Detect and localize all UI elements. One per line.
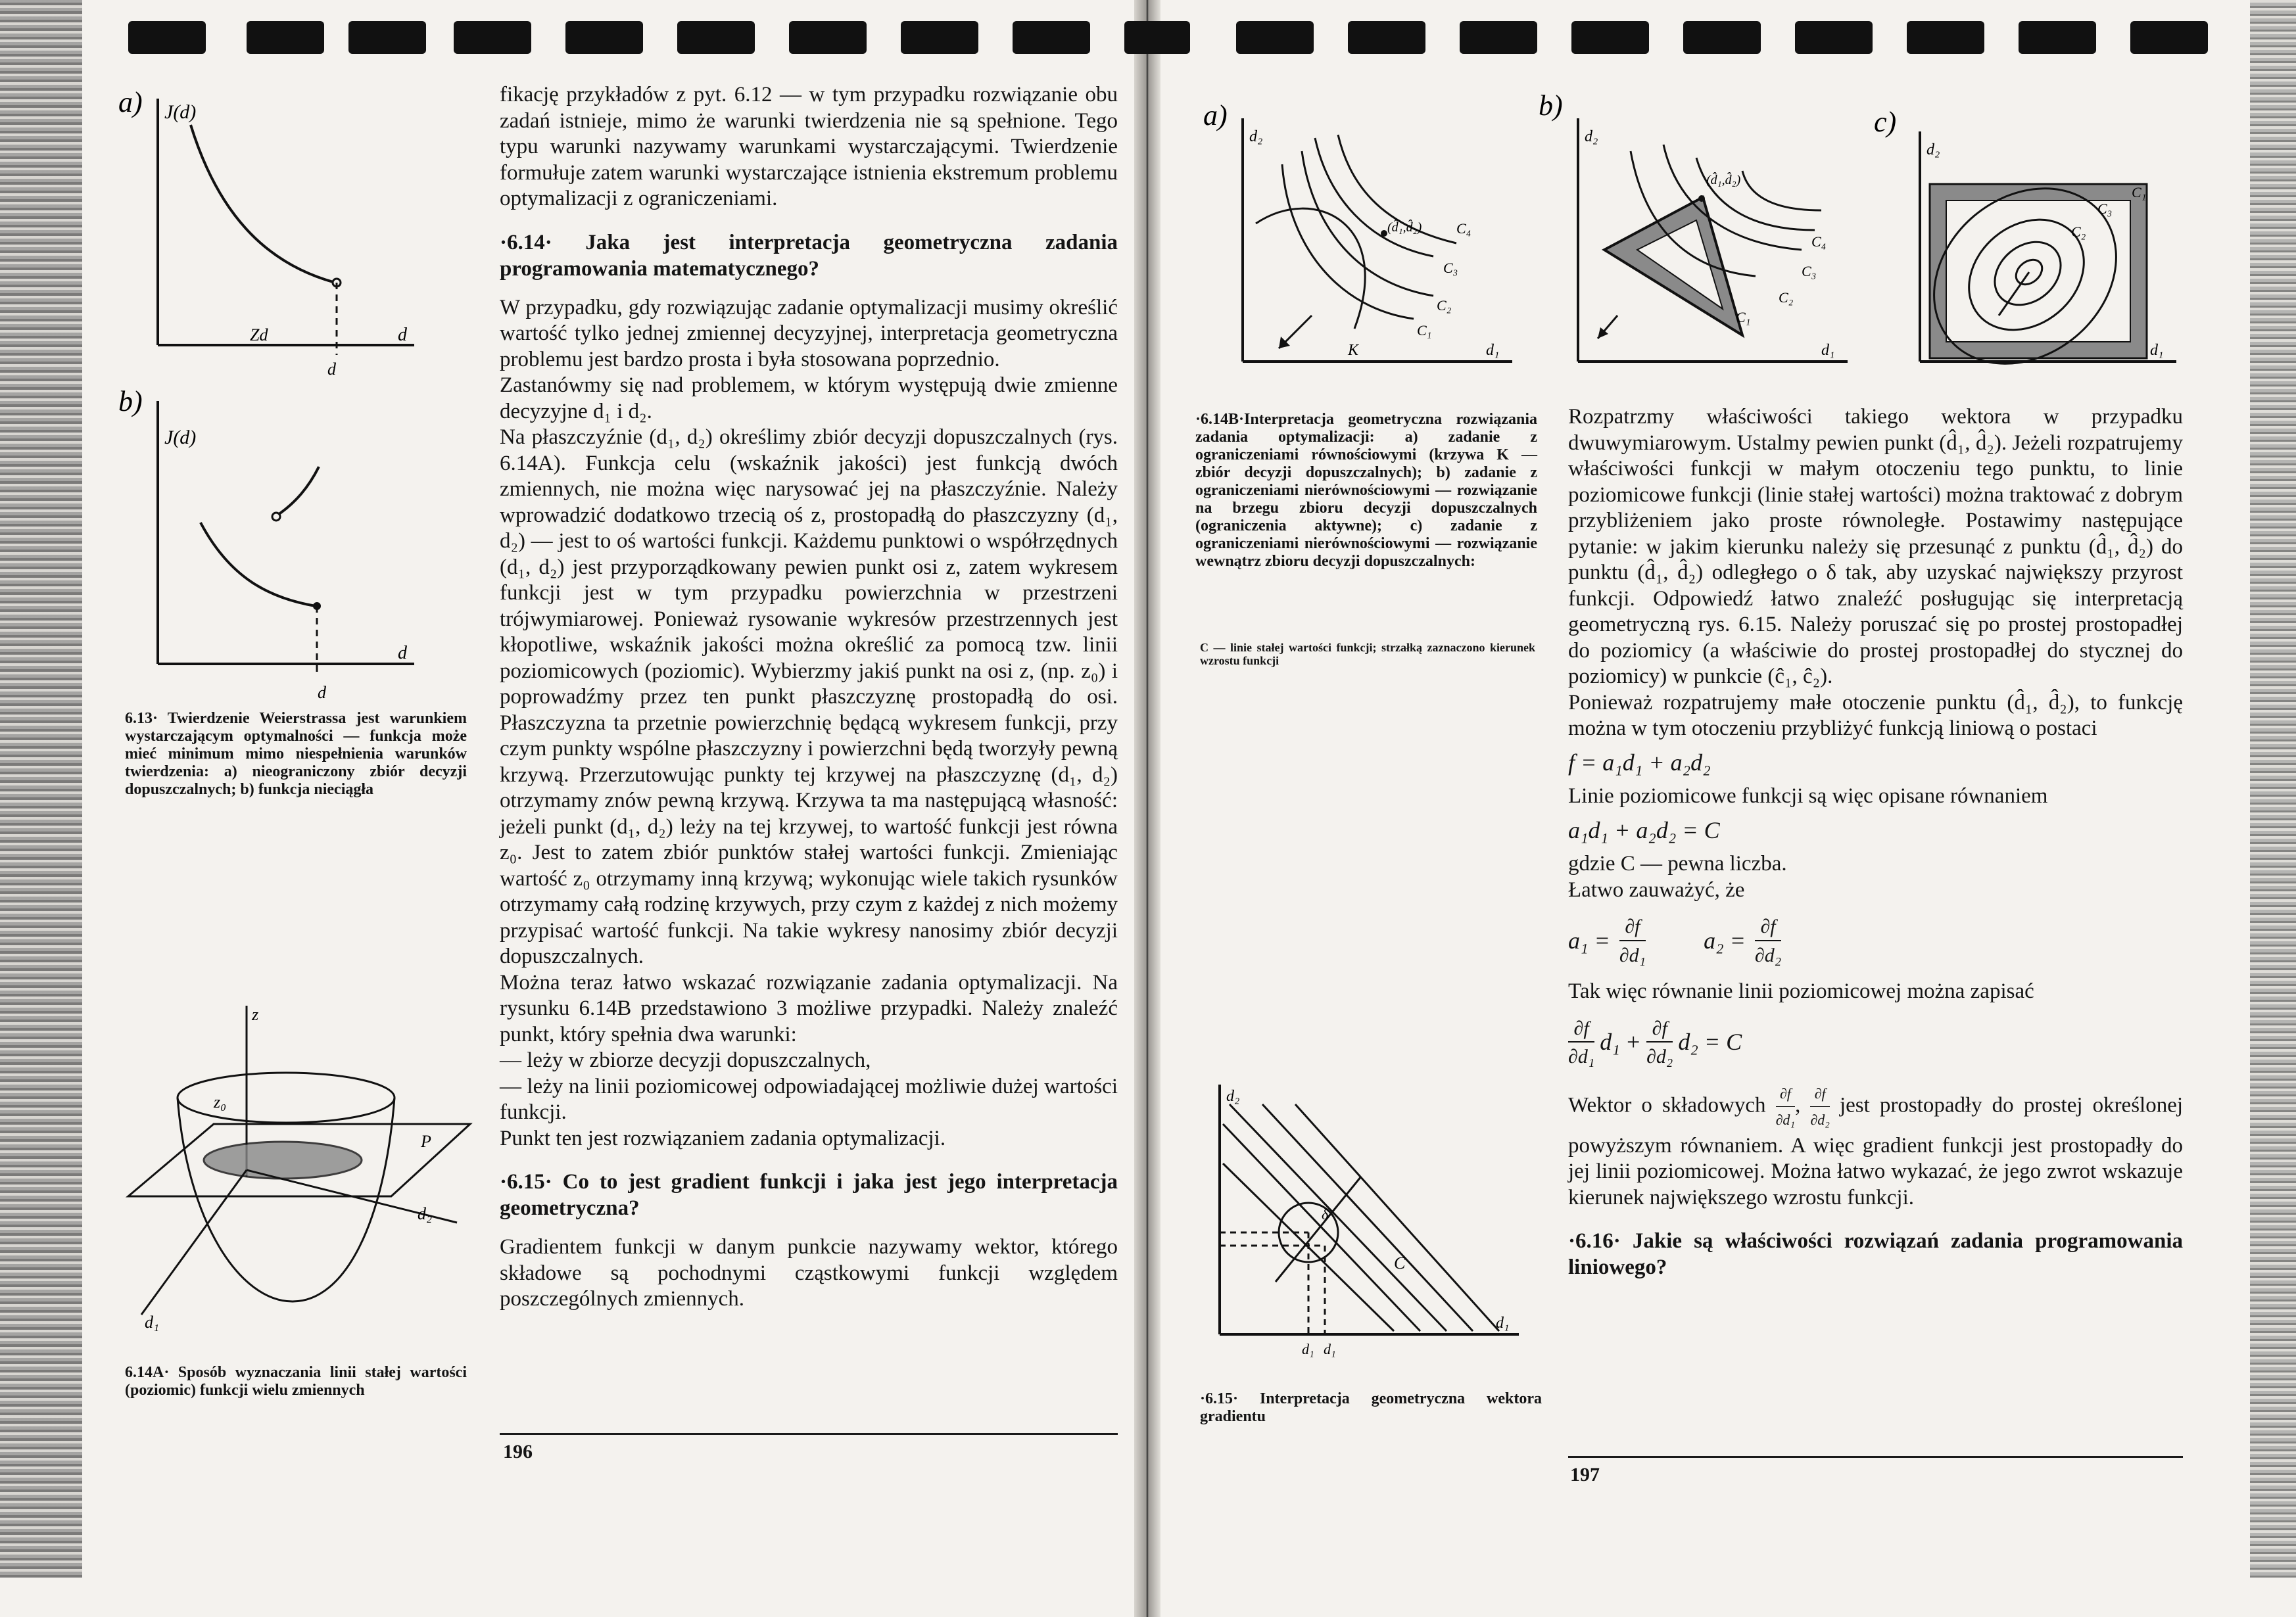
level-c1: C₁: [1417, 322, 1432, 339]
bar-block: [901, 21, 978, 54]
figure-613-caption: 6.13· Twierdzenie Weierstrassa jest warunkiem wystarczającym optymalności — funkcja może mieć minimum mimo niespełnienia warunków twierdzenia: a) nieograniczony zbiór decyzji dopuszczalnych; b) funkcja nieciągła: [125, 710, 467, 798]
fig-614a-d1: d₁: [145, 1313, 160, 1332]
frac-num: ∂f: [1573, 1017, 1589, 1039]
frac-den: ∂d₂: [1755, 940, 1781, 969]
bar-block: [1571, 21, 1649, 54]
fig-613b-ylabel: J(d): [164, 427, 197, 448]
level-c3: C₃: [1443, 260, 1458, 276]
section-heading-616: ·6.16· Jakie są właściwości rozwiązań zadania programowania liniowego?: [1568, 1229, 2183, 1279]
paragraph: Wektor o składowych $\frac{\partial f}{\text{∂d₁}}$ , $\frac{\partial f}{\text{∂d₂}}$ jest prostopadły do prostej określonej powyższym równaniem. A więc gradient funkcji jest prostopadły do jej linii poziomicowej. Można łatwo wykazać, że jego zwrot wskazuje kierunek największego wzrostu funkcji.: [1568, 1081, 2183, 1211]
bar-block: [565, 21, 643, 54]
delta-label: δ: [1322, 1206, 1329, 1223]
paragraph: Łatwo zauważyć, że: [1568, 878, 1745, 902]
fig-614a-p: P: [421, 1132, 431, 1151]
bar-block: [1795, 21, 1873, 54]
var-d1: d₁: [1600, 1029, 1620, 1056]
section-heading-614: ·6.14· Jaka jest interpretacja geometryczna zadania programowania matematycznego?: [500, 230, 1118, 281]
bar-block: [1124, 21, 1190, 54]
frac-num: ∂f: [1760, 916, 1776, 937]
opt-point-label: (d̂₁,d̂₂): [1387, 220, 1422, 235]
frac-den: ∂d₁: [1619, 940, 1646, 969]
fig-614b-c-label: c): [1874, 106, 1897, 138]
footer-rule: [500, 1433, 1118, 1435]
figure-614a: [115, 1006, 483, 1334]
page-number-right: 197: [1570, 1464, 1600, 1486]
right-page-column: [1568, 404, 2183, 1280]
bar-block: [1348, 21, 1425, 54]
fig-614a-z0: z₀: [214, 1092, 227, 1112]
level-c4: C₄: [1456, 220, 1471, 237]
axis-label-d1: d₁: [1486, 342, 1500, 359]
level-c1: C₁: [2132, 184, 2147, 200]
formula-linear: f = a₁d₁ + a₂d₂: [1568, 749, 1711, 776]
formula-level-line: a₁d₁ + a₂d₂ = C: [1568, 816, 1720, 843]
figure-615: [1203, 1078, 1545, 1367]
formula-gradient-level: $\frac{\partial f}{\text{∂d₁}}$ d₁ + $\frac{\partial f}{\text{∂d₂}}$ d₂ = C: [1568, 1016, 2183, 1070]
fig-613b-dhat: d: [318, 683, 326, 702]
level-c2: C₂: [1779, 289, 1794, 306]
text-span: jest prostopadły do prostej określonej powyższym równaniem. A więc gradient funkcji jest prostopadły do jej linii poziomicowej. Można łatwo wykazać, że jego zwrot wskazuje kierunek największego wzrostu funkcji.: [1568, 1093, 2184, 1209]
curve: [191, 125, 335, 283]
a2-eq: a₂ =: [1704, 927, 1746, 954]
bar-block: [454, 21, 531, 54]
paragraph: Na płaszczyźnie (d₁, d₂) określimy zbiór decyzji dopuszczalnych (rys. 6.14A). Funkcja celu (wskaźnik jakości) jest funkcją dwóch zmiennych, nie można więc narysować jej na płaszczyźnie. Należy wprowadzić dodatkowo trzecią oś z, prostopadłą do płaszczyzny (d₁, d₂) — jest to oś wartości funkcji. Każdemu punktowi o współrzędnych (d₁, d₂) jest przyporządkowany pewien punkt osi z, zatem wykresem funkcji jest w tym przypadku powierzchnia w przestrzeni trójwymiarowej. Ponieważ rysowanie wykresów przestrzennych jest kłopotliwe, wskaźnik jakości można określić za pomocą tzw. linii poziomicowych (poziomic). Wybierzmy jakiś punkt na osi z, (np. z₀) i poprowadźmy przez ten punkt płaszczyznę prostopadłą do osi. Płaszczyzna ta przetnie powierzchnię będącą wykresem funkcji, przy czym punkty wspólne płaszczyzny i powierzchni będą tworzyły pewną krzywą. Przerzutowując punkty tej krzywej na płaszczyznę (d₁, d₂) otrzymamy znów pewną krzywą. Krzywa ta ma następującą własność: jeżeli punkt (d₁, d₂) leży na tej krzywej, to wartość funkcji jest równa z₀. Jest to zatem zbiór punktów stałej wartości funkcji. Zmieniając wartość z₀ otrzymamy inną krzywą; wykonując wiele takich rysunków otrzymamy całą rodzinę krzywych, przy czym z każdej z nich możemy przypisać wartość funkcji. Na takie wykresy nanosimy zbiór decyzji dopuszczalnych.: [500, 425, 1118, 968]
fig-613b-xlabel: d: [398, 643, 407, 663]
fig-614a-z: z: [252, 1006, 259, 1024]
fig-613a-label: a): [118, 86, 143, 118]
level-c2: C₂: [2071, 223, 2086, 240]
paragraph: gdzie C — pewna liczba.: [1568, 852, 1787, 876]
footer-rule: [1568, 1456, 2183, 1458]
bar-block: [1683, 21, 1761, 54]
axis-label-d1: d₁: [2150, 342, 2164, 359]
frac-num: ∂f: [1652, 1017, 1667, 1039]
axis-label-d2: d₂: [1585, 128, 1598, 145]
tick-d1: d₁: [1302, 1341, 1314, 1357]
axis-label-d1: d₁: [1496, 1315, 1510, 1332]
page-number-left: 196: [503, 1441, 533, 1463]
frac-den: ∂d₂: [1646, 1041, 1673, 1070]
figure-613b: [118, 381, 434, 703]
bar-block: [1236, 21, 1314, 54]
a1-eq: a₁ =: [1568, 927, 1610, 954]
frac-num: ∂f: [1779, 1085, 1791, 1102]
frac-den: ∂d₁: [1568, 1041, 1594, 1070]
level-c3: C₃: [2097, 200, 2113, 217]
frac-num: ∂f: [1625, 916, 1640, 937]
bar-block: [247, 21, 324, 54]
fig-614b-a-label: a): [1203, 99, 1228, 131]
bar-block: [348, 21, 426, 54]
bar-block: [677, 21, 755, 54]
figure-615-caption: ·6.15· Interpretacja geometryczna wektora gradientu: [1200, 1390, 1542, 1425]
paragraph: fikację przykładów z pyt. 6.12 — w tym przypadku rozwiązanie obu zadań istnieje, mimo że warunki twierdzenia nie są spełnione. Tego typu warunki nazywamy warunkami wystarczającymi. Twierdzenie formułuje zatem warunki wystarczające istnienia ekstremum problemu optymalizacji z ograniczeniami.: [500, 83, 1118, 210]
bar-block: [1907, 21, 1984, 54]
formula-partials: [1568, 914, 2183, 968]
level-c3: C₃: [1802, 263, 1817, 279]
figure-613a: [118, 66, 434, 381]
bar-block: [2130, 21, 2208, 54]
figure-614b-caption: ·6.14B·Interpretacja geometryczna rozwiązania zadania optymalizacji: a) zadanie z ograniczeniami równościowymi (krzywa K — zbiór decyzji dopuszczalnych); b) zadanie z ograniczeniami nierównościowymi — rozwiązanie na brzegu zbioru decyzji dopuszczalnych (ograniczenia aktywne); c) zadanie z ograniczeniami nierównościowymi — rozwiązanie wewnątrz zbioru decyzji dopuszczalnych:: [1195, 411, 1537, 570]
level-c4: C₄: [1811, 233, 1827, 250]
opt-point-label: (d̂₁,d̂₂): [1706, 173, 1741, 187]
text-span: Wektor o składowych: [1568, 1093, 1766, 1117]
level-c2: C₂: [1437, 297, 1452, 314]
level-c1: C₁: [1736, 309, 1751, 325]
bar-block: [128, 21, 206, 54]
list-item: — leży na linii poziomicowej odpowiadającej możliwie dużej wartości funkcji.: [500, 1074, 1118, 1124]
bar-block: [1460, 21, 1537, 54]
fig-613a-zd: Zd: [250, 325, 268, 344]
scan-right-edge: [2250, 0, 2296, 1578]
left-page-column: [500, 82, 1118, 1313]
paragraph: W przypadku, gdy rozwiązując zadanie optymalizacji musimy określić wartość tylko jednej zmiennej decyzyjnej, interpretacja geometryczna problemu jest bardzo prosta i była stosowana poprzednio.: [500, 295, 1118, 371]
axis-label-d2: d₂: [1926, 141, 1940, 158]
list-item: — leży w zbiorze decyzji dopuszczalnych,: [500, 1048, 871, 1072]
paragraph: Gradientem funkcji w danym punkcie nazywamy wektor, którego składowe są pochodnymi cząstkowymi funkcji względem poszczególnych zmiennych.: [500, 1235, 1118, 1311]
bar-block: [789, 21, 867, 54]
fig-614b-b-label: b): [1539, 89, 1563, 122]
fig-613a-ylabel: J(d): [164, 101, 197, 123]
paragraph: Zastanówmy się nad problemem, w którym występują dwie zmienne decyzyjne d₁ i d₂.: [500, 373, 1118, 423]
frac-num: ∂f: [1814, 1085, 1826, 1102]
frac-den: ∂d₁: [1776, 1106, 1796, 1133]
formula-tail: d₂ = C: [1678, 1029, 1742, 1056]
figure-614b-caption-note: C — linie stałej wartości funkcji; strzałką zaznaczono kierunek wzrostu funkcji: [1200, 641, 1535, 667]
axis-label-d1: d₁: [1821, 342, 1835, 359]
figure-614a-caption: 6.14A· Sposób wyznaczania linii stałej wartości (poziomic) funkcji wielu zmiennych: [125, 1364, 467, 1399]
figure-614b-b: [1532, 79, 1874, 381]
frac-den: ∂d₂: [1810, 1106, 1830, 1133]
level-c: C: [1394, 1254, 1406, 1273]
axis-label-d2: d₂: [1249, 128, 1263, 145]
figure-614b-c: [1874, 99, 2203, 381]
bar-block: [1013, 21, 1090, 54]
fig-614a-d2: d₂: [418, 1204, 433, 1223]
paragraph: Ponieważ rozpatrujemy małe otoczenie punktu (d̂₁, d̂₂), to funkcję można w tym otoczeniu przybliżyć funkcją liniową o postaci: [1568, 690, 2183, 740]
figure-614b-a: [1197, 92, 1539, 381]
section-heading-615: ·6.15· Co to jest gradient funkcji i jaka jest jego interpretacja geometryczna?: [500, 1170, 1118, 1220]
paragraph: Punkt ten jest rozwiązaniem zadania optymalizacji.: [500, 1126, 946, 1150]
fig-613a-xlabel: d: [398, 325, 407, 345]
paragraph: Linie poziomicowe funkcji są więc opisane równaniem: [1568, 784, 2048, 808]
paragraph: Tak więc równanie linii poziomicowej można zapisać: [1568, 979, 2034, 1003]
paragraph: Można teraz łatwo wskazać rozwiązanie zadania optymalizacji. Na rysunku 6.14B przedstawiono 3 możliwe przypadki. Należy znaleźć punkt, który spełnia dwa warunki:: [500, 970, 1118, 1046]
axis-label-d2: d₂: [1226, 1088, 1240, 1105]
constraint-k: K: [1348, 342, 1359, 359]
paragraph: Rozpatrzmy właściwości takiego wektora w przypadku dwuwymiarowym. Ustalmy pewien punkt (d̂₁, d̂₂). Jeżeli rozpatrujemy właściwości funkcji w małym otoczeniu tego punktu, to linie poziomicowe funkcji (linie stałej wartości) można traktować z dobrym przybliżeniem jako proste równoległe. Postawimy następujące pytanie: w jakim kierunku należy się przesunąć z punktu (d̂₁, d̂₂) do punktu (d̂₁, d̂₂) odległego o δ tak, aby uzyskać największy przyrost funkcji. Odpowiedź łatwo znaleźć posługując się interpretacją geometryczną rys. 6.15. Należy poruszać się po prostej prostopadłej do poziomicy (a właściwie do prostej prostopadłej do stycznej do poziomicy) w punkcie (ĉ₁, ĉ₂).: [1568, 405, 2183, 688]
fig-613b-label: b): [118, 385, 143, 417]
book-spine: [1134, 0, 1160, 1617]
tick-d1-hat: d₁: [1324, 1341, 1336, 1357]
fig-613a-dhat: d: [327, 360, 336, 379]
bar-block: [2019, 21, 2096, 54]
scan-left-edge: [0, 0, 82, 1578]
